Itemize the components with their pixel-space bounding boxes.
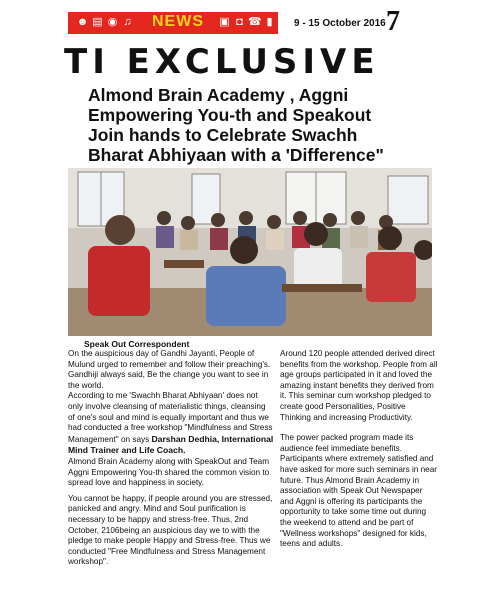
news-label: NEWS	[152, 13, 204, 30]
article-byline: Speak Out Correspondent	[84, 339, 190, 349]
headline-line: Almond Brain Academy , Aggni	[88, 85, 349, 105]
headline	[88, 85, 428, 165]
article-left-column	[68, 349, 274, 568]
headline-line: Bharat Abhiyaan with a 'Difference"	[88, 145, 384, 165]
mobile-icon: ▮	[266, 16, 273, 28]
headline-line: Empowering You-th and Speakout	[88, 105, 372, 125]
phone-icon: ☎	[248, 16, 262, 28]
article-paragraph-text: According to me 'Swachh Bharat Abhiyaan' does not only involve cleansing of materialistic things, cleansing of one's soul and mind is equally important and thus we had conducted a free workshop "Mindfulness and Stress Management" on says	[68, 391, 273, 444]
section-title: TI EXCLUSIVE	[64, 42, 380, 82]
article-paragraph: You cannot be happy, if people around you are stressed, panicked and angry. Mind and Soul purification is necessary to be happy and stress-free. Thus, 2nd October, 2106being an auspicious day we to with the pledge to make people Happy and Stress-free. Thus we conducted "Free Mindfulness and Stress Management workshop".	[68, 493, 273, 567]
trainer-credit: Darshan Dedhia, International Mind Trainer and Life Coach.	[68, 433, 274, 456]
article-right-column	[280, 349, 438, 550]
tv-icon: ▣	[219, 16, 230, 28]
fax-icon: ▤	[92, 16, 103, 28]
article-photo	[68, 168, 432, 336]
article-paragraph: Almond Brain Academy along with SpeakOut and Team Aggni Empowering You-th shared the common vision to spread love and happiness in society.	[68, 456, 270, 488]
camera-icon: ◘	[236, 16, 243, 28]
news-bar	[68, 12, 278, 34]
workshop-photo-illustration	[68, 168, 432, 336]
masthead	[68, 8, 424, 40]
reporter-icon: ☻	[76, 16, 89, 28]
news-icons-right	[218, 15, 276, 30]
headline-line: Join hands to Celebrate Swachh	[88, 125, 358, 145]
article-paragraph	[68, 391, 274, 457]
article-paragraph: On the auspicious day of Gandhi Jayanti, People of Mulund urged to remember and follow their preaching's. Gandhiji always said, Be the change you want to see in the world.	[68, 349, 271, 390]
location-icon: ◉	[107, 16, 118, 28]
article-paragraph: The power packed program made its audience feel immediate benefits. Participants where extremely satisfied and have asked for more such seminars in near future. Thus Almond Brain Academy in association with Speak Out Newspaper and Aggni is offering its participants the opportunity to take some time out during the weekend to attend and be part of "Wellness workshops" designed for kids, teens and adults.	[280, 433, 438, 549]
article-paragraph: Around 120 people attended derived direct benefits from the workshop. People from all age groups participated in it and loved the amazing instant benefits they derived from it. This seminar cum workshop pledged to create good Personalities, Positive Thinking and increasing Productivity.	[280, 349, 438, 422]
news-icons-left	[76, 15, 134, 30]
mic-icon: ♫	[123, 16, 132, 28]
issue-date: 9 - 15 October 2016	[294, 18, 386, 29]
page-number: 7	[386, 6, 400, 37]
